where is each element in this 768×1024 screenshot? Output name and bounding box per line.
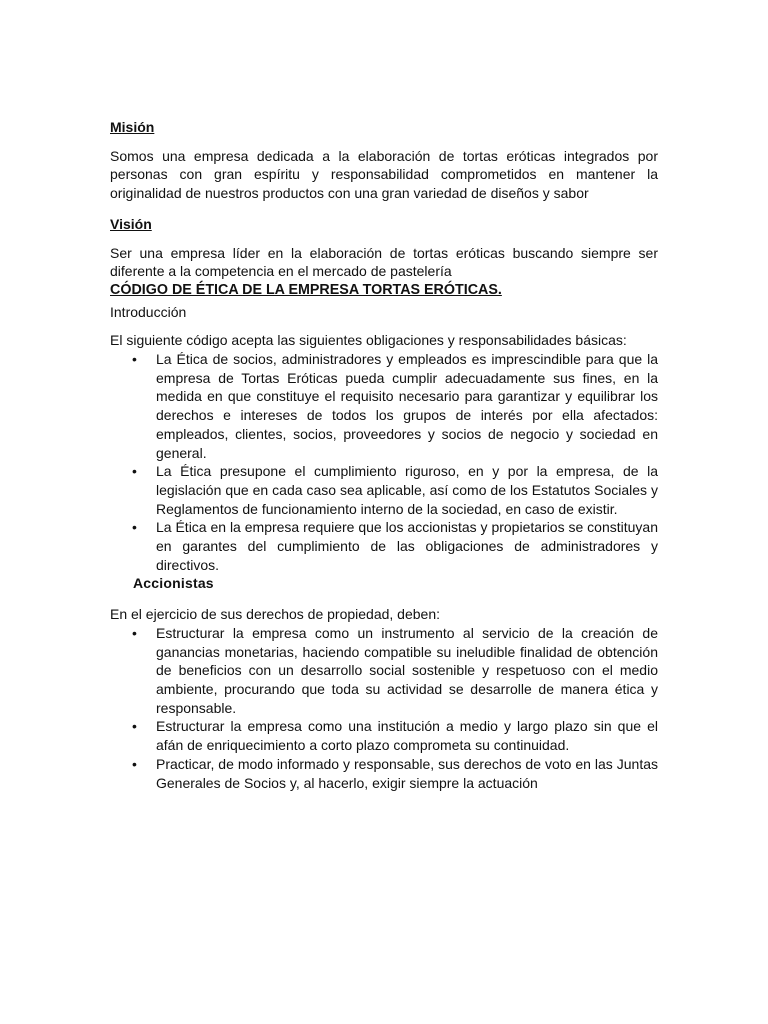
list-item xyxy=(110,755,658,792)
list-item xyxy=(110,462,658,518)
list-item-text: Practicar, de modo informado y responsable, sus derechos de voto en las Juntas Generales de Socios y, al hacerlo, exigir siempre la actuación xyxy=(156,755,658,791)
vision-heading: Visión xyxy=(110,215,152,232)
shareholders-heading: Accionistas xyxy=(133,575,214,592)
shareholder-duties-list xyxy=(110,624,658,792)
code-title: CÓDIGO DE ÉTICA DE LA EMPRESA TORTAS ERÓTICAS. xyxy=(110,281,502,298)
principles-list xyxy=(110,350,658,574)
list-item-text: Estructurar la empresa como un instrumento al servicio de la creación de ganancias monetarias, haciendo compatible su ineludible finalidad de obtención de beneficios con un desarrollo social sostenible y respetuoso con el medio ambiente, procurando que toda su actividad se desarrolle de manera ética y responsable. xyxy=(156,624,658,716)
bullet-icon: • xyxy=(132,755,137,772)
list-item xyxy=(110,350,658,462)
list-item-text: Estructurar la empresa como una institución a medio y largo plazo sin que el afán de enriquecimiento a corto plazo comprometa su continuidad. xyxy=(156,718,658,754)
bullet-icon: • xyxy=(132,624,137,641)
list-item-text: La Ética en la empresa requiere que los accionistas y propietarios se constituyan en garantes del cumplimiento de las obligaciones de administradores y directivos. xyxy=(156,519,658,573)
shareholders-intro: En el ejercicio de sus derechos de propiedad, deben: xyxy=(110,606,440,623)
list-item-text: La Ética de socios, administradores y empleados es imprescindible para que la empresa de Tortas Eróticas pueda cumplir adecuadamente sus fines, en la medida en que constituye el requisito necesario para garantizar y equilibrar los derechos e intereses de todos los grupos de interés por ella afectados: empleados, clientes, socios, proveedores y socios de negocio y sociedad en general. xyxy=(156,351,658,461)
list-item-text: La Ética presupone el cumplimiento riguroso, en y por la empresa, de la legislación que en cada caso sea aplicable, así como de los Estatutos Sociales y Reglamentos de funcionamiento interno de la sociedad, en caso de existir. xyxy=(156,463,658,517)
list-item xyxy=(110,717,658,754)
bullet-icon: • xyxy=(132,519,137,536)
list-item xyxy=(110,518,658,574)
bullet-icon: • xyxy=(132,718,137,735)
vision-text: Ser una empresa líder en la elaboración de tortas eróticas buscando siempre ser diferente a la competencia en el mercado de pastelería xyxy=(110,244,658,280)
bullet-icon: • xyxy=(132,463,137,480)
intro-label: Introducción xyxy=(110,303,187,320)
bullet-icon: • xyxy=(132,351,137,368)
document-body xyxy=(110,118,658,792)
mission-text: Somos una empresa dedicada a la elaboración de tortas eróticas integrados por personas con gran espíritu y responsabilidad comprometidos en mantener la originalidad de nuestros productos con una gran variedad de diseños y sabor xyxy=(110,147,658,202)
intro-text: El siguiente código acepta las siguientes obligaciones y responsabilidades básicas: xyxy=(110,332,627,349)
list-item xyxy=(110,624,658,718)
mission-heading: Misión xyxy=(110,119,155,135)
